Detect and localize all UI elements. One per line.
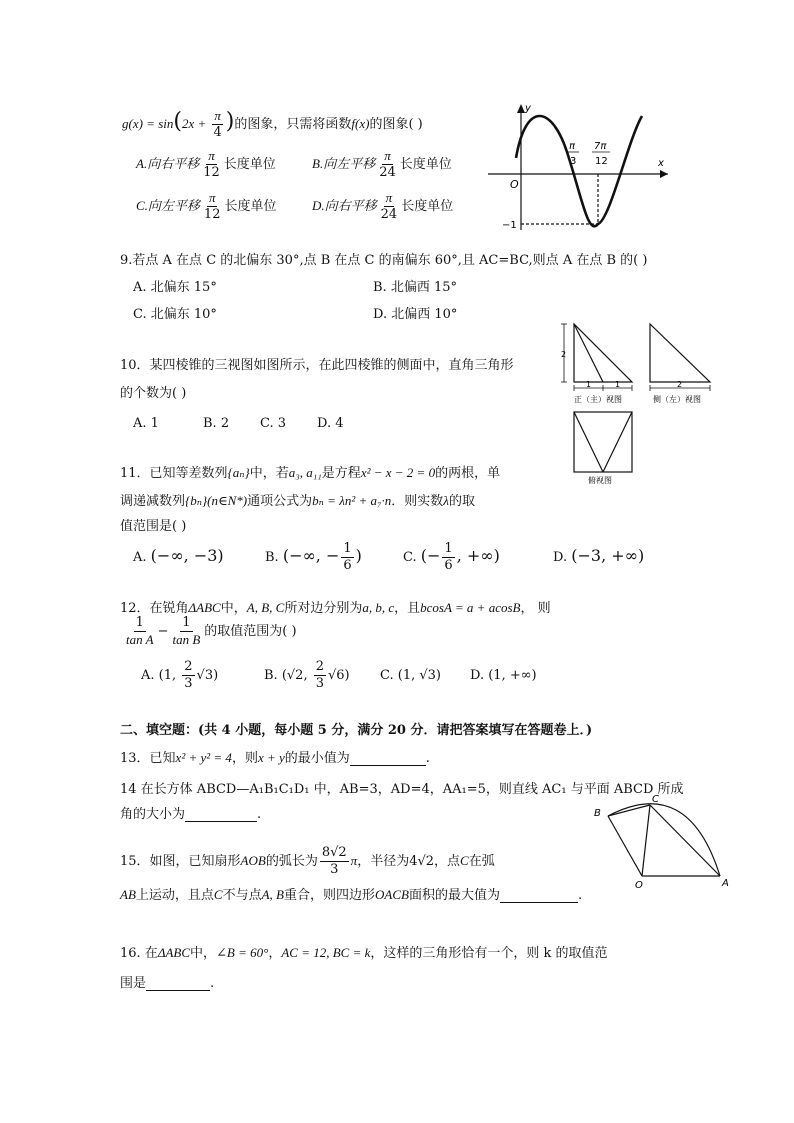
q15-fig-label-c: C: [652, 794, 659, 805]
q15-answer-blank[interactable]: [500, 888, 578, 903]
q10-fig-width2-label: 1: [615, 380, 621, 389]
q12-line1: 12．在锐角ΔABC中，A, B, C所对边分别为a, b, c，且bcosA = a + acosB， 则: [120, 600, 551, 616]
q12-option-d: D. (1, +∞): [470, 668, 537, 683]
q10-line1: 10．某四棱锥的三视图如图所示，在此四棱锥的侧面中，直角三角形: [120, 358, 514, 373]
q12-condition: bcosA = a + acosB: [420, 600, 521, 615]
q9-option-c: C. 北偏东 10°: [133, 307, 217, 322]
q9-stem: 9.若点 A 在点 C 的北偏东 30°,点 B 在点 C 的南偏东 60°,且 AC=BC,则点 A 在点 B 的( ): [120, 253, 648, 268]
q10-fig-width1-label: 1: [586, 380, 592, 389]
q8-graph-tick2-num: 7π: [594, 141, 607, 152]
q8-option-d: D.向右平移 $\frac{\pi}{24}$ 长度单位: [312, 190, 454, 222]
q13-answer-blank[interactable]: [350, 751, 426, 766]
q16-line2: 围是 .: [120, 976, 215, 991]
q15-fig-label-a: A: [722, 878, 729, 889]
q15-line1: 15．如图，已知扇形AOB的弧长为 $\frac{8√2}{3}$ π，半径为4√2，点C在弧: [120, 845, 495, 877]
section-2-heading: 二、填空题：(共 4 小题，每小题 5 分，满分 20 分．请把答案填写在答题卷上．): [120, 723, 593, 738]
q11-option-d: D. (−3, +∞): [553, 546, 645, 565]
q8-option-a: A.向右平移 $\frac{\pi}{12}$ 长度单位: [136, 148, 276, 180]
q10-line2: 的个数为( ): [120, 386, 187, 401]
q14-line2: 角的大小为 .: [120, 807, 262, 822]
q8-graph-y-label: y: [525, 103, 531, 114]
q8-stem-func2: f(x): [351, 116, 370, 131]
q10-fig-side-caption: 侧（左）视图: [653, 395, 701, 404]
q12-option-c: C. (1, √3): [380, 668, 441, 683]
q11-line1: 11．已知等差数列{aₙ}中，若a₃, a₁₁是方程x² − x − 2 = 0的两根，单: [120, 465, 501, 481]
q8-stem: g(x) = sin(2x + $\frac{\pi}{4}$ )的图象，只需将函数f(x)的图象( ): [122, 108, 423, 140]
q10-option-b: B. 2: [203, 416, 230, 431]
q13: 13．已知x² + y² = 4，则x + y的最小值为 .: [120, 750, 430, 766]
q10-fig-top-caption: 俯视图: [588, 476, 612, 485]
q9-option-d: D. 北偏西 10°: [373, 307, 458, 322]
q15-sector-figure: [588, 792, 738, 892]
q12-option-a: A. (1, $\frac{2}{3}$ √3): [141, 659, 219, 691]
q8-graph-tick2-den: 12: [595, 156, 608, 167]
q8-sine-graph: [488, 100, 673, 236]
q10-three-view-figure: [556, 320, 726, 488]
q8-graph-x-label: x: [658, 158, 664, 169]
q15-fig-label-o: O: [635, 880, 643, 891]
q12-option-b: B. (√2, $\frac{2}{3}$ √6): [264, 659, 350, 691]
q12-line2: $\frac{1}{\text{tan A}}$ − $\frac{1}{\text{tan B}}$ 的取值范围为( ): [126, 615, 297, 647]
q8-stem-text2: 的图象( ): [369, 117, 423, 132]
q11-line2: 调递减数列{bₙ}(n∈N*)通项公式为bₙ = λn² + a₇·n．则实数λ的取: [120, 493, 475, 509]
q10-fig-front-caption: 正（主）视图: [574, 395, 622, 404]
q8-graph-ymin-label: −1: [502, 220, 517, 231]
q9-option-a: A. 北偏东 15°: [133, 280, 217, 295]
q10-option-c: C. 3: [260, 416, 287, 431]
q11-formula: bₙ = λn² + a₇·n: [312, 493, 392, 508]
q14-answer-blank[interactable]: [185, 807, 257, 822]
q8-stem-text: 的图象，只需将函数: [234, 117, 352, 132]
q10-fig-side-width-label: 2: [677, 380, 683, 389]
q8-option-b: B.向左平移 $\frac{\pi}{24}$ 长度单位: [312, 148, 452, 180]
q11-seq-b: {bₙ}(n∈N*): [185, 493, 248, 508]
q16-answer-blank[interactable]: [146, 976, 210, 991]
q11-option-b: B. (−∞, − $\frac{1}{6}$ ): [265, 541, 362, 573]
q8-graph-tick1-num: π: [569, 141, 576, 152]
q11-seq-a: {aₙ}: [227, 465, 250, 480]
q11-option-c: C. (− $\frac{1}{6}$ , +∞): [403, 541, 500, 573]
q11-line3: 值范围是( ): [120, 519, 187, 534]
q15-line2: AB上运动，且点C不与点A, B重合，则四边形OACB面积的最大值为 .: [120, 887, 583, 903]
q10-fig-height-label: 2: [561, 350, 567, 359]
q9-option-b: B. 北偏西 15°: [373, 280, 457, 295]
q8-graph-origin: O: [510, 178, 519, 191]
q8-pi-over-4: $\frac{\pi}{4}$: [213, 108, 222, 140]
q14-line1: 14 在长方体 ABCD—A₁B₁C₁D₁ 中，AB=3，AD=4，AA₁=5，则直线 AC₁ 与平面 ABCD 所成: [120, 782, 684, 797]
q15-fig-label-b: B: [594, 808, 601, 819]
q11-option-a: A. (−∞, −3): [133, 546, 224, 565]
q8-graph-tick1-den: 3: [570, 156, 577, 167]
q8-stem-func-prefix: g(x) = sin: [122, 116, 174, 131]
q10-option-a: A. 1: [133, 416, 159, 431]
q8-option-c: C.向左平移 $\frac{\pi}{12}$ 长度单位: [136, 190, 277, 222]
q10-option-d: D. 4: [317, 416, 344, 431]
q16-line1: 16. 在ΔABC中，∠B = 60°，AC = 12, BC = k，这样的三角形恰有一个，则 k 的取值范: [120, 945, 608, 961]
